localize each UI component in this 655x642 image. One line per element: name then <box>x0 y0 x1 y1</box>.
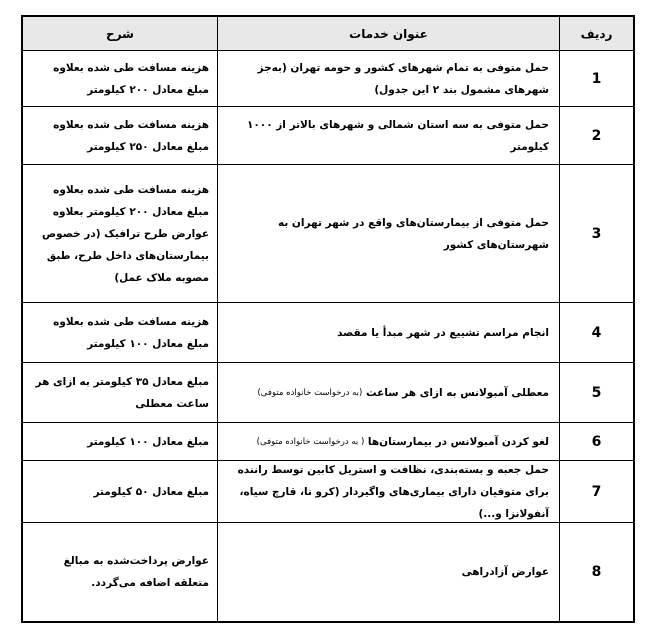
table-row <box>23 165 633 303</box>
row-number: 5 <box>559 363 633 422</box>
title-note: ( به درخواست خانواده متوفی) <box>256 436 365 447</box>
table-row <box>23 363 633 423</box>
table-row <box>23 461 633 523</box>
table-row <box>23 303 633 363</box>
service-title: معطلی آمبولانس به ازای هر ساعت (به درخواست خانواده متوفی) <box>217 363 559 422</box>
title-note: (به درخواست خانواده متوفی) <box>257 387 363 398</box>
row-number: 3 <box>559 165 633 302</box>
service-title: عوارض آزادراهی <box>217 523 559 621</box>
service-title: انجام مراسم تشییع در شهر مبدأ یا مقصد <box>217 303 559 362</box>
header-service-title: عنوان خدمات <box>217 17 559 50</box>
service-description: هزینه مسافت طی شده بعلاوه مبلغ معادل ۱۰۰ کیلومتر <box>53 315 209 350</box>
row-number: 8 <box>559 523 633 621</box>
service-description: هزینه مسافت طی شده بعلاوه مبلغ معادل ۲۰۰ کیلومتر بعلاوه عوارض طرح ترافیک (در خصوص بیمارستان‌های داخل طرح، طبق مصوبه ملاک عمل) <box>42 183 209 284</box>
service-description: عوارض پرداخت‌شده به مبالغ متعلقه اضافه می‌گردد. <box>63 555 209 589</box>
row-number: 6 <box>559 423 633 460</box>
row-number: 2 <box>559 107 633 164</box>
service-title: حمل متوفی به سه استان شمالی و شهرهای بالاتر از ۱۰۰۰ کیلومتر <box>217 107 559 164</box>
service-description: مبلغ معادل ۱۰۰ کیلومتر <box>87 435 209 448</box>
service-description: هزینه مسافت طی شده بعلاوه مبلغ معادل ۲۰۰ کیلومتر <box>53 61 209 96</box>
service-title: حمل متوفی از بیمارستان‌های واقع در شهر تهران به شهرستان‌های کشور <box>217 165 559 302</box>
services-table <box>21 15 635 623</box>
table-row <box>23 107 633 165</box>
service-description: مبلغ معادل ۵۰ کیلومتر <box>93 485 209 498</box>
service-title: حمل متوفی به تمام شهرهای کشور و حومه تهران (به‌جز شهرهای مشمول بند ۲ این جدول) <box>217 51 559 106</box>
service-title: لغو کردن آمبولانس در بیمارستان‌ها ( به درخواست خانواده متوفی) <box>217 423 559 460</box>
row-number: 7 <box>559 461 633 522</box>
table-row <box>23 523 633 621</box>
row-number: 1 <box>559 51 633 106</box>
table-row <box>23 423 633 461</box>
table-row <box>23 51 633 107</box>
service-description: مبلغ معادل ۳۵ کیلومتر به ازای هر ساعت معطلی <box>35 375 209 410</box>
row-number: 4 <box>559 303 633 362</box>
table-header <box>23 17 633 51</box>
service-description: هزینه مسافت طی شده بعلاوه مبلغ معادل ۲۵۰ کیلومتر <box>53 118 209 153</box>
header-description: شرح <box>106 26 134 41</box>
header-row-number: ردیف <box>559 17 633 50</box>
service-title: حمل جعبه و بسته‌بندی، نظافت و استریل کابین توسط راننده برای متوفیان دارای بیماری‌های واگیردار (کرو نا، قارچ سیاه، آنفولانزا و...) <box>217 461 559 522</box>
